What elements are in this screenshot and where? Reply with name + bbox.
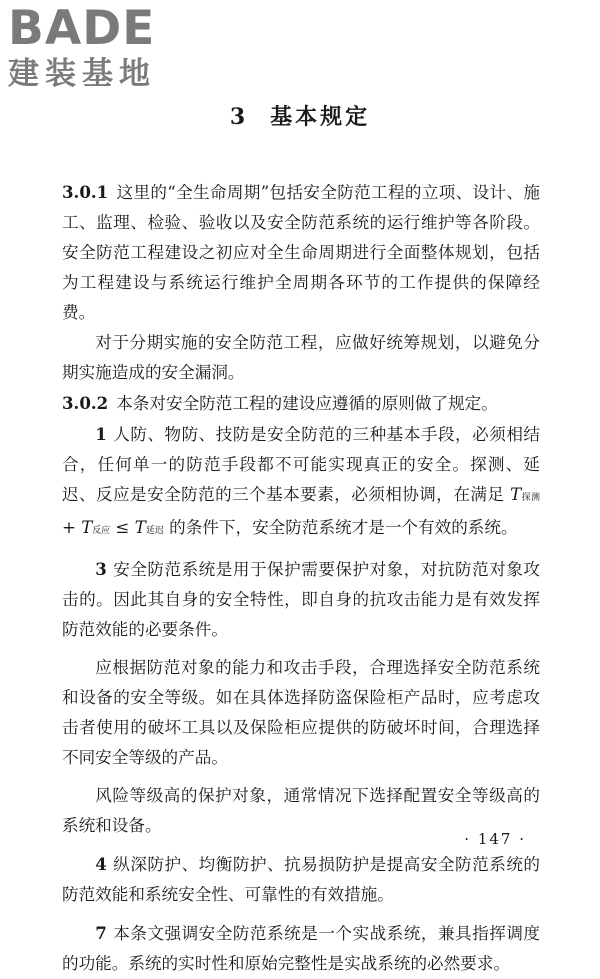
formula-operator: + — [62, 518, 82, 537]
chapter-title: 基本规定 — [270, 104, 371, 130]
formula-subscript: 延迟 — [145, 526, 164, 536]
paragraph-text: 应根据防范对象的能力和攻击手段，合理选择安全防范系统和设备的安全等级。如在具体选择防盗保险柜产品时，应考虑攻击者使用的破坏工具以及保险柜应提供的防破坏时间，合理选择不同安全等级的产品。 — [62, 658, 540, 767]
item-3-paragraph-2 — [62, 653, 540, 773]
paragraph-text: 这里的“全生命周期”包括安全防范工程的立项、设计、施工、监理、检验、验收以及安全防范系统的运行维护等各阶段。安全防范工程建设之初应对全生命周期进行全面整体规划，包括为工程建设与系统运行维护全周期各环节的工作提供的保障经费。 — [62, 183, 540, 322]
paragraph-text: 的条件下，安全防范系统才是一个有效的系统。 — [169, 518, 518, 537]
section-number: 3.0.1 — [62, 182, 109, 202]
item-1-paragraph — [62, 419, 540, 546]
formula-symbol: T — [81, 518, 93, 537]
item-4-paragraph — [62, 849, 540, 910]
formula-subscript: 反应 — [92, 526, 111, 536]
section-3-0-1-paragraph-2 — [62, 328, 540, 388]
chapter-number: 3 — [229, 104, 249, 130]
logo-wordmark: BADE — [8, 1, 156, 56]
item-7-paragraph — [62, 918, 540, 979]
page-number: · 147 · — [464, 830, 526, 848]
section-3-0-1-paragraph-1 — [62, 177, 540, 328]
paragraph-text: 本条文强调安全防范系统是一个实战系统，兼具指挥调度的功能。系统的实时性和原始完整性是实战系统的必然要求。 — [62, 924, 540, 973]
formula-symbol: T — [510, 485, 522, 504]
section-number: 3.0.2 — [62, 393, 109, 413]
paragraph-text: 纵深防护、均衡防护、抗易损防护是提高安全防范系统的防范效能和系统安全性、可靠性的有效措施。 — [62, 855, 540, 904]
section-3-0-2-intro — [62, 388, 540, 419]
formula-subscript: 探测 — [521, 493, 540, 503]
paragraph-text: 风险等级高的保护对象，通常情况下选择配置安全等级高的系统和设备。 — [62, 786, 540, 835]
formula-operator: ≤ — [110, 518, 135, 537]
paragraph-text: 人防、物防、技防是安全防范的三种基本手段，必须相结合，任何单一的防范手段都不可能实现真正的安全。探测、延迟、反应是安全防范的三个基本要素，必须相协调，在满足 — [62, 425, 540, 504]
formula-symbol: T — [134, 518, 146, 537]
paragraph-text: 对于分期实施的安全防范工程，应做好统筹规划，以避免分期实施造成的安全漏洞。 — [62, 333, 540, 382]
paragraph-text: 安全防范系统是用于保护需要保护对象，对抗防范对象攻击的。因此其自身的安全特性，即自身的抗攻击能力是有效发挥防范效能的必要条件。 — [62, 560, 540, 639]
item-number: 1 — [95, 424, 107, 444]
item-number: 7 — [95, 923, 107, 943]
item-3-paragraph-1 — [62, 554, 540, 645]
page-body — [62, 177, 540, 979]
item-number: 3 — [95, 559, 107, 579]
chapter-heading — [0, 100, 600, 131]
bade-logo — [8, 1, 178, 92]
logo-subtitle: 建装基地 — [8, 56, 156, 92]
item-number: 4 — [95, 854, 107, 874]
paragraph-text: 本条对安全防范工程的建设应遵循的原则做了规定。 — [116, 394, 498, 413]
